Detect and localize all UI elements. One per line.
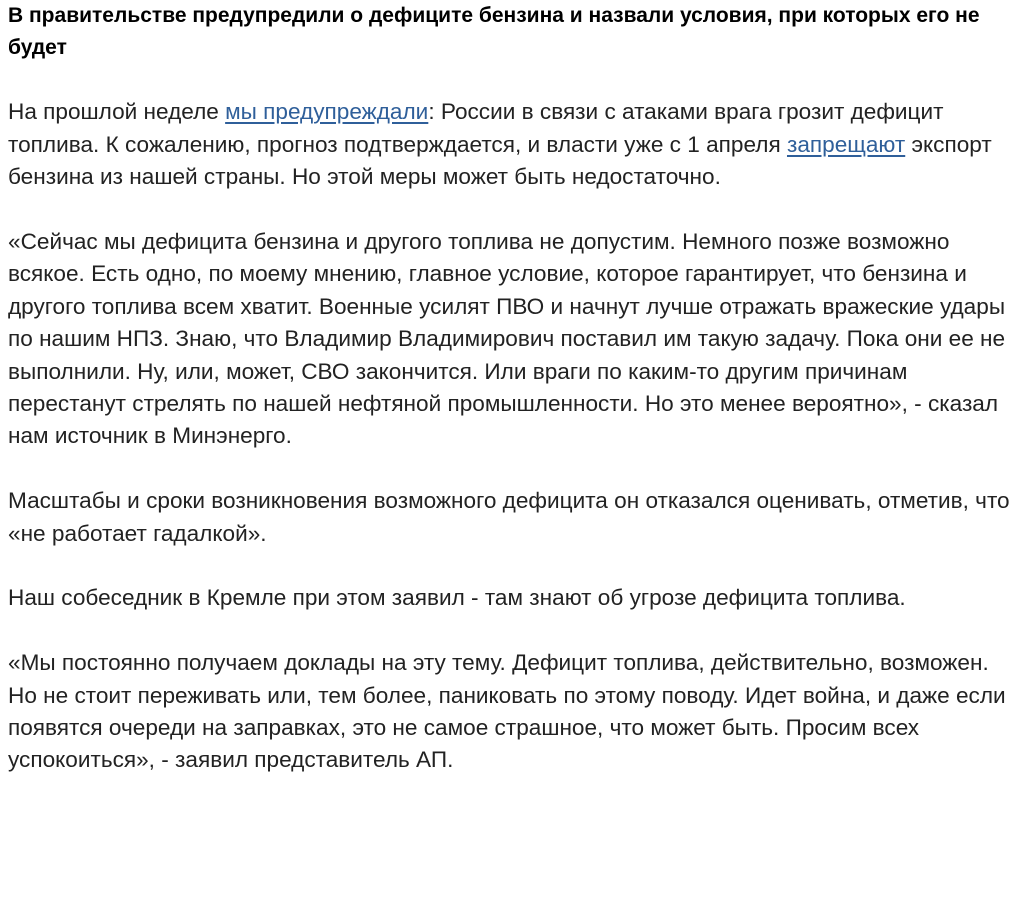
paragraph-intro xyxy=(8,96,1017,193)
paragraph-scale: Масштабы и сроки возникновения возможного дефицита он отказался оценивать, отметив, что «не работает гадалкой». xyxy=(8,488,1010,546)
link-we-warned[interactable]: мы предупреждали xyxy=(225,99,429,125)
paragraph-intro-text-2: экспорт бензина из нашей страны. Но этой меры может быть недостаточно. xyxy=(8,131,992,190)
paragraph-quote-ap: «Мы постоянно получаем доклады на эту тему. Дефицит топлива, действительно, возможен. Но не стоит переживать или, тем более, паниковать по этому поводу. Идет война, и даже если появятся очереди на заправках, это не самое страшное, что может быть. Просим всех успокоиться», - заявил представитель АП. xyxy=(8,650,1006,773)
post-title: В правительстве предупредили о дефиците бензина и назвали условия, при которых его не будет xyxy=(8,4,980,59)
link-prohibit[interactable]: запрещают xyxy=(786,131,906,157)
post-body xyxy=(8,0,1017,777)
paragraph-kremlin: Наш собеседник в Кремле при этом заявил - там знают об угрозе дефицита топлива. xyxy=(8,585,906,611)
paragraph-intro-lead: На прошлой неделе xyxy=(8,99,226,125)
paragraph-quote-ministry: «Сейчас мы дефицита бензина и другого топлива не допустим. Немного позже возможно всякое. Есть одно, по моему мнению, главное условие, которое гарантирует, что бензина и другого топлива всем хватит. Военные усилят ПВО и начнут лучше отражать вражеские удары по нашим НПЗ. Знаю, что Владимир Владимирович поставил им такую задачу. Пока они ее не выполнили. Ну, или, может, СВО закончится. Или враги по каким-то другим причинам перестанут стрелять по нашей нефтяной промышленности. Но это менее вероятно», - сказал нам источник в Минэнерго. xyxy=(8,229,1006,449)
paragraph-intro-text-1: : России в связи с атаками врага грозит дефицит топлива. К сожалению, прогноз подтверждается, и власти уже с 1 апреля xyxy=(8,99,944,157)
